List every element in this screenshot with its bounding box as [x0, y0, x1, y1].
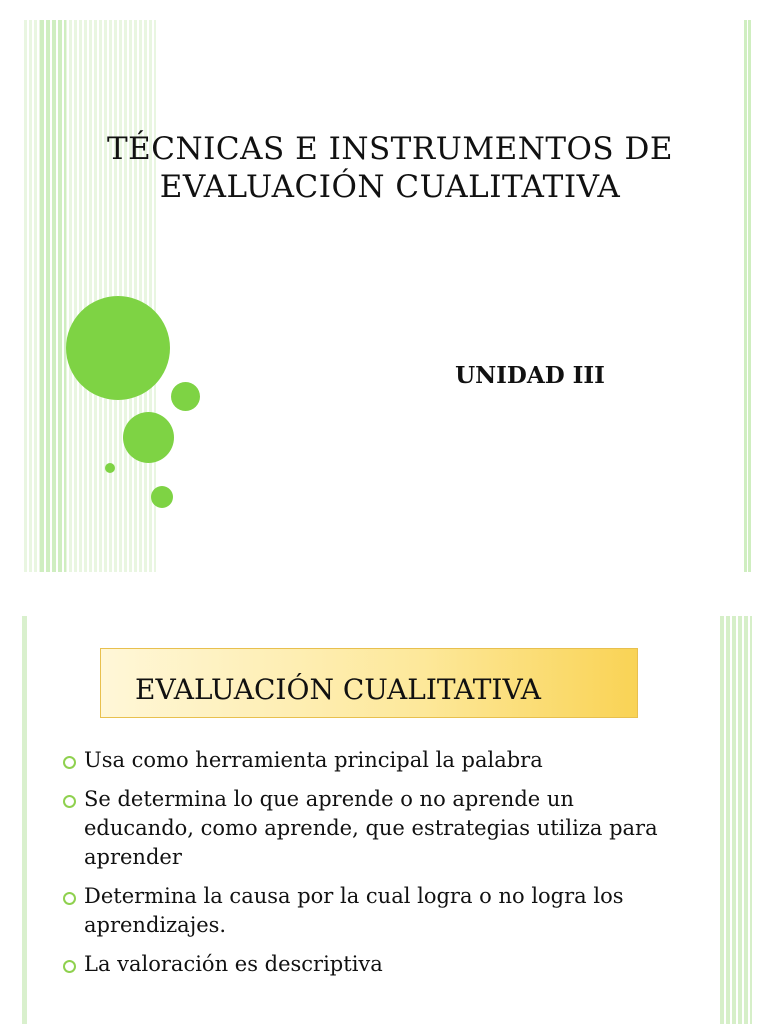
right-stripe-band: [744, 20, 751, 572]
list-item-text: Se determina lo que aprende o no aprende un educando, como aprende, que estrategias utiliza para aprender: [84, 787, 658, 869]
slide-title: [60, 130, 720, 206]
right-stripe-band-2: [720, 616, 752, 1024]
list-item: [60, 746, 680, 775]
hollow-circle-bullet-icon: [63, 960, 76, 973]
list-item-text: La valoración es descriptiva: [84, 952, 383, 976]
left-stripe-band-2: [22, 616, 27, 1024]
list-item-text: Usa como herramienta principal la palabra: [84, 748, 543, 772]
medium-circle-decoration: [123, 412, 174, 463]
large-circle-decoration: [66, 296, 170, 400]
list-item: [60, 950, 680, 979]
slide-title-line-2: EVALUACIÓN CUALITATIVA: [159, 169, 621, 205]
slide-gap: [0, 572, 768, 598]
small-circle-decoration-2: [151, 486, 173, 508]
small-circle-decoration: [171, 382, 200, 411]
slide-2: [0, 598, 768, 1024]
tiny-circle-decoration: [105, 463, 115, 473]
list-item: [60, 882, 680, 940]
section-header-text: EVALUACIÓN CUALITATIVA: [135, 673, 541, 706]
list-item: [60, 785, 680, 872]
list-item-text: Determina la causa por la cual logra o no logra los aprendizajes.: [84, 884, 624, 937]
hollow-circle-bullet-icon: [63, 892, 76, 905]
hollow-circle-bullet-icon: [63, 795, 76, 808]
left-stripe-core: [40, 20, 66, 572]
slide-title-line-1: TÉCNICAS E INSTRUMENTOS DE: [107, 131, 673, 167]
hollow-circle-bullet-icon: [63, 756, 76, 769]
slide-subtitle: UNIDAD III: [455, 362, 605, 389]
section-header-box: [100, 648, 638, 718]
bullet-list: [60, 746, 680, 989]
